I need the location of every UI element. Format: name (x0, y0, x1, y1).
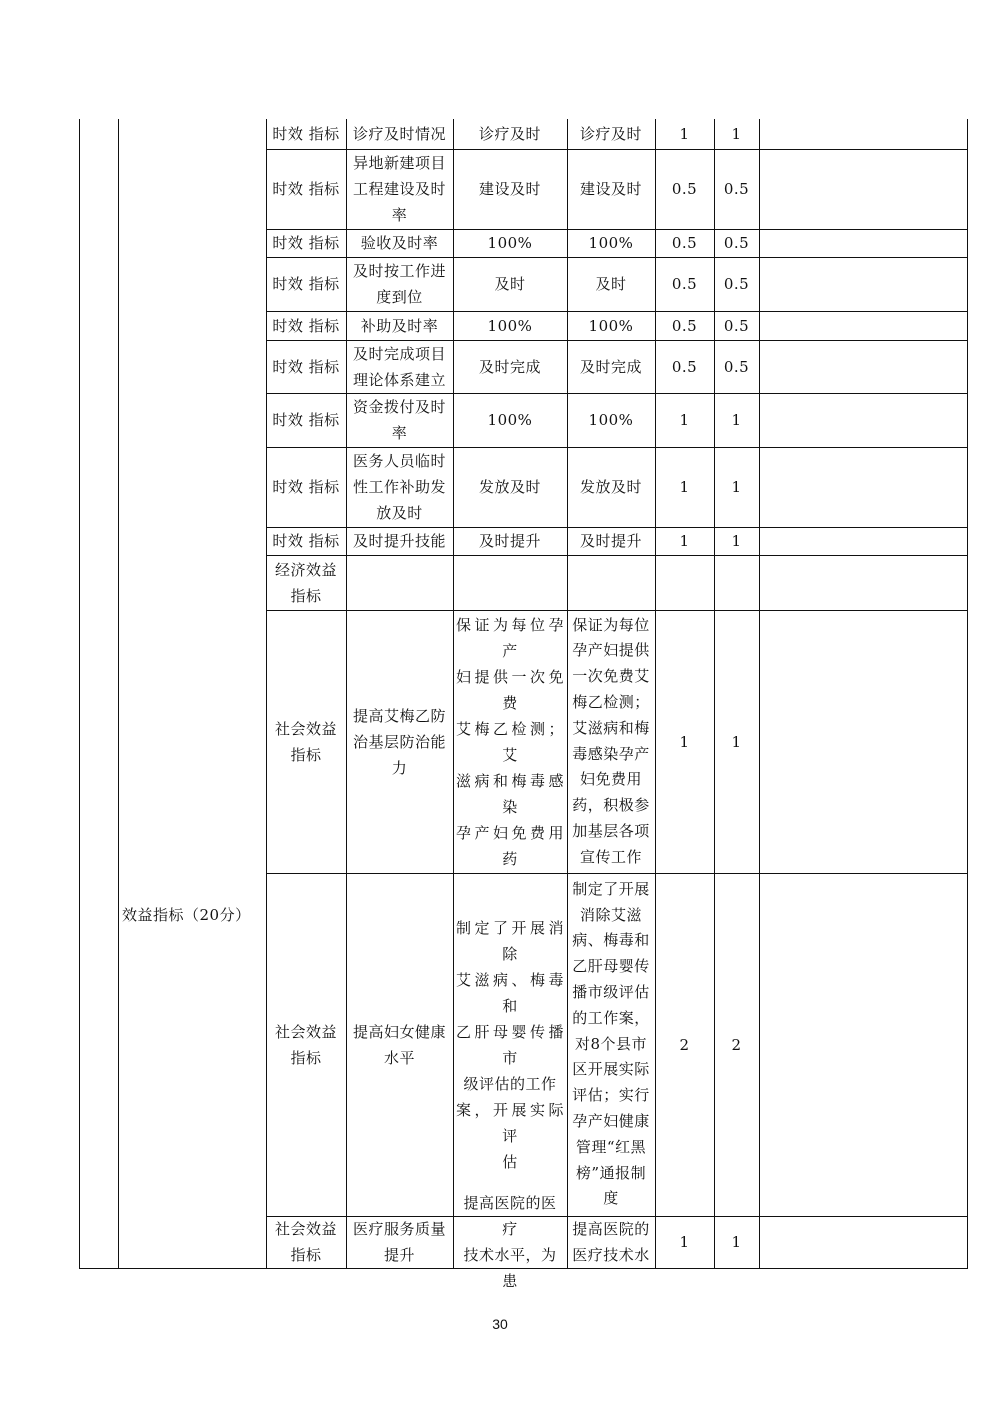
remark-cell (759, 873, 967, 1216)
weight-cell: 0.5 (671, 316, 698, 335)
target-cell: 提高医院的医疗 技术水平，为患 (463, 1194, 557, 1290)
target-cell (453, 555, 567, 610)
indicator-cell: 补助及时率 (360, 316, 439, 335)
remark-cell (759, 393, 967, 447)
category-cell: 时效 指标 (272, 316, 340, 335)
indicator-cell: 异地新建项目 工程建设及时 率 (352, 154, 446, 224)
indicator-cell: 诊疗及时情况 (352, 125, 446, 143)
score-cell: 1 (731, 411, 742, 429)
remark-cell (759, 311, 967, 340)
score-cell: 1 (731, 1233, 742, 1251)
weight-cell (655, 555, 714, 610)
indicator-cell: 及时提升技能 (352, 532, 446, 550)
target-cell: 及时 (494, 275, 526, 293)
weight-cell: 2 (679, 1035, 690, 1054)
score-cell: 0.5 (723, 275, 750, 293)
category-cell: 时效 指标 (272, 411, 340, 429)
remark-cell (759, 340, 967, 393)
weight-cell: 1 (679, 411, 690, 429)
remark-cell (759, 149, 967, 229)
remark-cell (759, 610, 967, 873)
remark-cell (759, 555, 967, 610)
score-cell: 0.5 (723, 316, 750, 335)
indicator-cell (346, 555, 453, 610)
table-border-left (79, 119, 80, 1269)
category-cell: 社会效益 指标 (274, 719, 337, 764)
section-label: 效益指标（20分） (122, 906, 251, 924)
category-cell: 时效 指标 (272, 234, 340, 252)
actual-cell: 及时 (595, 275, 627, 293)
remark-cell (759, 527, 967, 555)
actual-cell: 及时提升 (579, 532, 642, 550)
weight-cell: 1 (679, 125, 690, 143)
indicator-cell: 医疗服务质量 提升 (352, 1220, 446, 1264)
category-cell: 社会效益 指标 (274, 1220, 337, 1264)
category-cell: 社会效益 指标 (274, 1022, 337, 1067)
target-cell: 100% (487, 411, 533, 429)
actual-cell: 发放及时 (579, 478, 642, 496)
weight-cell: 0.5 (671, 180, 698, 198)
indicator-cell: 提高妇女健康 水平 (352, 1022, 446, 1067)
weight-cell: 1 (679, 1233, 690, 1251)
score-cell: 1 (731, 125, 742, 143)
category-cell: 时效 指标 (272, 180, 340, 198)
score-cell: 2 (731, 1035, 742, 1054)
remark-cell (759, 119, 967, 149)
category-cell: 时效 指标 (272, 275, 340, 293)
target-cell: 发放及时 (478, 478, 541, 496)
indicator-cell: 提高艾梅乙防 治基层防治能 力 (352, 706, 446, 777)
indicator-cell: 医务人员临时 性工作补助发 放及时 (352, 452, 446, 522)
target-cell: 保证为每位孕产 妇提供一次免费 艾梅乙检测；艾 滋病和梅毒感染 孕产妇免费用药 (456, 615, 564, 868)
score-cell: 1 (731, 532, 742, 550)
actual-cell (567, 555, 655, 610)
weight-cell: 0.5 (671, 234, 698, 252)
target-cell: 100% (487, 234, 533, 252)
remark-cell (759, 1216, 967, 1268)
target-cell: 及时提升 (478, 532, 541, 550)
target-cell: 100% (487, 316, 533, 335)
actual-cell: 建设及时 (579, 180, 642, 198)
actual-cell: 100% (588, 234, 634, 252)
score-cell: 0.5 (723, 357, 750, 376)
score-cell (714, 555, 759, 610)
weight-cell: 1 (679, 732, 690, 751)
category-cell: 时效 指标 (272, 125, 340, 143)
score-cell: 0.5 (723, 180, 750, 198)
actual-cell: 及时完成 (579, 357, 642, 376)
category-cell: 时效 指标 (272, 357, 340, 376)
category-cell: 时效 指标 (272, 532, 340, 550)
weight-cell: 0.5 (671, 357, 698, 376)
target-cell: 建设及时 (478, 180, 541, 198)
remark-cell (759, 257, 967, 311)
remark-cell (759, 447, 967, 527)
target-cell: 诊疗及时 (478, 125, 541, 143)
category-cell: 经济效益 指标 (274, 560, 337, 605)
actual-cell: 提高医院的 医疗技术水 (572, 1220, 650, 1264)
actual-cell: 诊疗及时 (579, 125, 642, 143)
indicator-cell: 及时按工作进 度到位 (352, 262, 446, 306)
indicator-cell: 验收及时率 (360, 234, 439, 252)
weight-cell: 0.5 (671, 275, 698, 293)
target-cell: 制定了开展消除 艾滋病、梅毒和 乙肝母婴传播市 级评估的工作 案，开展实际评 估 (456, 918, 564, 1171)
score-cell: 1 (731, 732, 742, 751)
table-border-right (967, 119, 968, 1269)
weight-cell: 1 (679, 478, 690, 496)
indicator-cell: 及时完成项目 理论体系建立 (352, 344, 446, 389)
actual-cell: 保证为每位 孕产妇提供 一次免费艾 梅乙检测； 艾滋病和梅 毒感染孕产 妇免费用 药，积极参 加基层各项 宣传工作 (572, 615, 650, 866)
weight-cell: 1 (679, 532, 690, 550)
actual-cell: 100% (588, 316, 634, 335)
remark-cell (759, 229, 967, 257)
score-cell: 0.5 (723, 234, 750, 252)
target-cell: 及时完成 (478, 357, 541, 376)
page-number: 30 (492, 1316, 508, 1332)
category-cell: 时效 指标 (272, 478, 340, 496)
actual-cell: 制定了开展 消除艾滋 病、梅毒和 乙肝母婴传 播市级评估 的工作案， 对8个县市 区开展实际 评估；实行 孕产妇健康 管理“红黑 榜”通报制 度 (572, 879, 650, 1208)
actual-cell: 100% (588, 411, 634, 429)
score-cell: 1 (731, 478, 742, 496)
indicator-cell: 资金拨付及时 率 (352, 398, 446, 442)
